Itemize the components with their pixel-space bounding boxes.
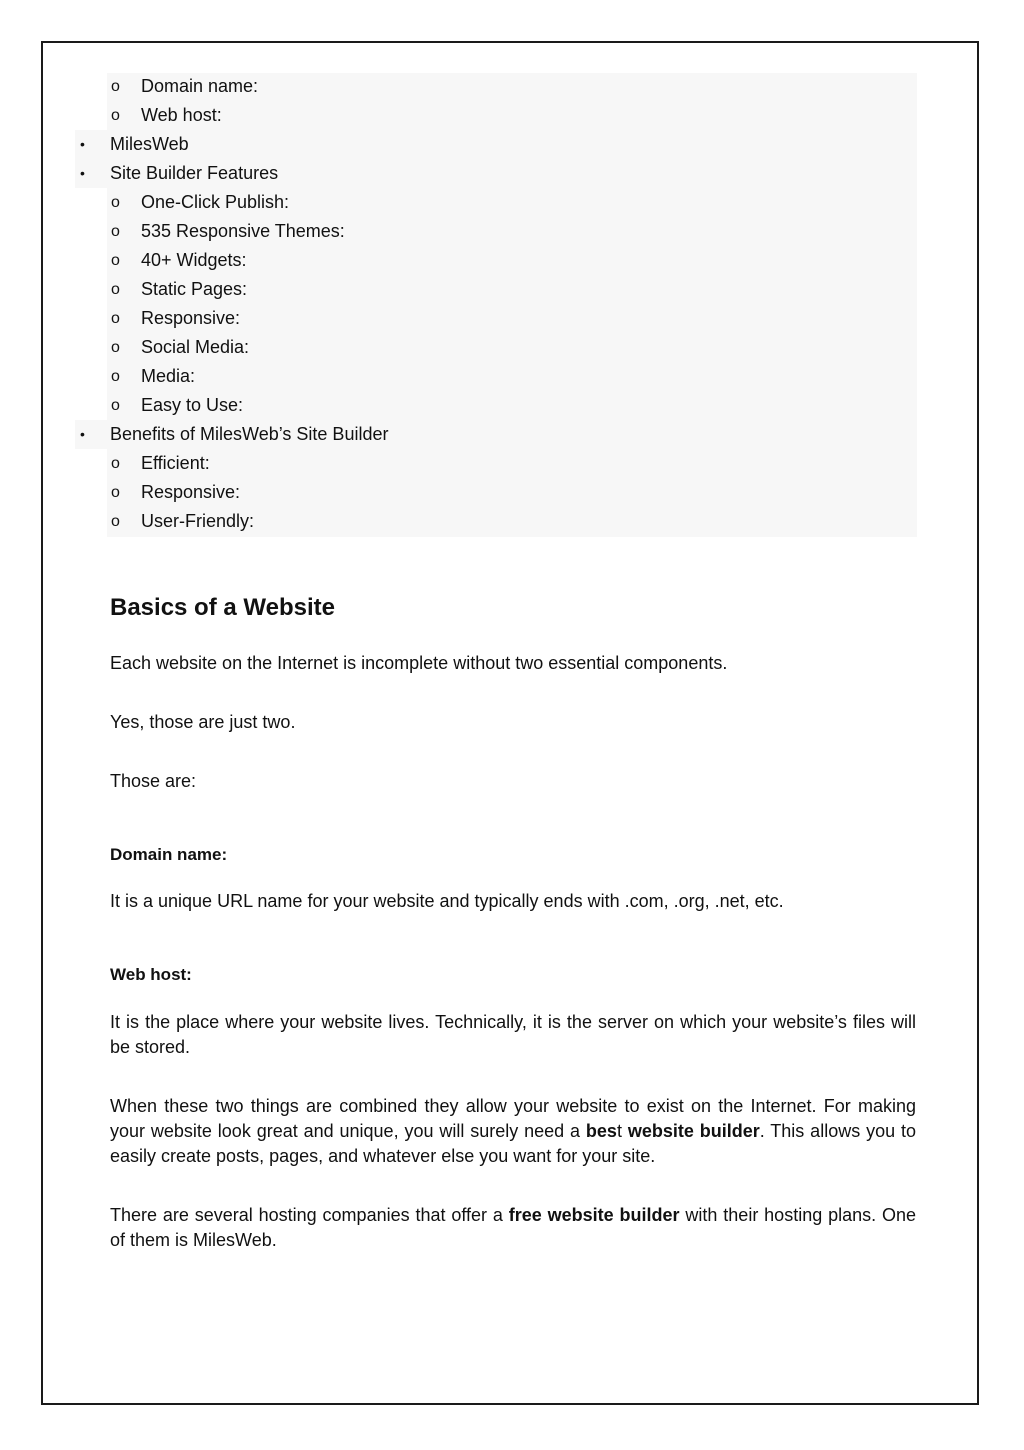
hosting-paragraph bbox=[110, 1203, 916, 1253]
free-website-builder-bold-text: free website builder bbox=[508, 1205, 680, 1225]
toc-item-responsive-benefit[interactable] bbox=[107, 478, 240, 507]
toc-bullet-circle: o bbox=[111, 281, 120, 298]
intro-paragraph-3: Those are: bbox=[110, 771, 197, 791]
hosting-text-end: with their hosting plans. One of them is MilesWeb. bbox=[110, 1205, 916, 1250]
intro-paragraph-1: Each website on the Internet is incomplete without two essential components. bbox=[110, 653, 728, 673]
toc-bullet-circle: o bbox=[111, 223, 120, 240]
toc-item-widgets[interactable] bbox=[107, 246, 247, 275]
toc-bullet-circle: o bbox=[111, 397, 120, 414]
toc-item-label: Static Pages: bbox=[141, 279, 248, 299]
toc-bullet-circle: o bbox=[111, 252, 120, 269]
toc-bullet-disc: • bbox=[80, 426, 85, 442]
toc-bullet-circle: o bbox=[111, 513, 120, 530]
toc-item-responsive[interactable] bbox=[107, 304, 240, 333]
toc-item-label: User-Friendly: bbox=[141, 511, 255, 531]
toc-bullet-circle: o bbox=[111, 78, 120, 95]
toc-item-label: Responsive: bbox=[141, 308, 241, 328]
combined-paragraph bbox=[110, 1094, 916, 1169]
toc-bullet-circle: o bbox=[111, 368, 120, 385]
intro-paragraph-2: Yes, those are just two. bbox=[110, 712, 296, 732]
best-plain-text: t bbox=[616, 1121, 628, 1141]
toc-item-web-host[interactable] bbox=[107, 101, 222, 130]
best-bold-text: bes bbox=[585, 1121, 617, 1141]
hosting-text-start: There are several hosting companies that offer a bbox=[110, 1205, 509, 1225]
toc-item-one-click-publish[interactable] bbox=[107, 188, 289, 217]
toc-item-label: Site Builder Features bbox=[110, 163, 279, 183]
toc-bullet-circle: o bbox=[111, 339, 120, 356]
toc-item-label: Domain name: bbox=[141, 76, 259, 96]
toc-item-label: Media: bbox=[141, 366, 196, 386]
webhost-heading: Web host: bbox=[110, 965, 192, 984]
toc-item-label: Responsive: bbox=[141, 482, 241, 502]
toc-bullet-circle: o bbox=[111, 484, 120, 501]
domain-paragraph: It is a unique URL name for your website and typically ends with .com, .org, .net, etc. bbox=[110, 891, 784, 911]
combined-text-end: . This allows you to easily create posts, pages, and whatever else you want for your site. bbox=[110, 1121, 916, 1166]
toc-item-label: Web host: bbox=[141, 105, 222, 125]
toc-bullet-circle: o bbox=[111, 194, 120, 211]
toc-item-user-friendly[interactable] bbox=[107, 507, 254, 536]
section-title: Basics of a Website bbox=[110, 594, 335, 621]
toc-item-label: Social Media: bbox=[141, 337, 250, 357]
toc-item-responsive-themes[interactable] bbox=[107, 217, 345, 246]
toc-item-label: Efficient: bbox=[141, 453, 210, 473]
webhost-paragraph: It is the place where your website lives. Technically, it is the server on which your website’s files will be stored. bbox=[110, 1012, 916, 1057]
toc-bullet-circle: o bbox=[111, 107, 120, 124]
toc-item-label: Benefits of MilesWeb’s Site Builder bbox=[110, 424, 389, 444]
toc-bullet-disc: • bbox=[80, 136, 85, 152]
toc-item-media[interactable] bbox=[107, 362, 195, 391]
toc-item-label: 535 Responsive Themes: bbox=[141, 221, 345, 241]
toc-item-label: Easy to Use: bbox=[141, 395, 244, 415]
toc-item-label: MilesWeb bbox=[110, 134, 189, 154]
toc-item-label: One-Click Publish: bbox=[141, 192, 290, 212]
toc-item-easy-to-use[interactable] bbox=[107, 391, 243, 420]
toc-item-social-media[interactable] bbox=[107, 333, 249, 362]
combined-text-start: When these two things are combined they allow your website to exist on the Internet. For making your website look great and unique, you will surely need a bbox=[110, 1096, 916, 1141]
toc-item-static-pages[interactable] bbox=[107, 275, 247, 304]
toc-bullet-disc: • bbox=[80, 165, 85, 181]
website-builder-bold-text: website builder bbox=[627, 1121, 760, 1141]
domain-heading: Domain name: bbox=[110, 845, 228, 864]
toc-item-benefits[interactable] bbox=[75, 420, 400, 449]
toc-item-efficient[interactable] bbox=[107, 449, 210, 478]
toc-item-milesweb[interactable] bbox=[75, 130, 201, 159]
toc-item-site-builder-features[interactable] bbox=[75, 159, 290, 188]
toc-bullet-circle: o bbox=[111, 310, 120, 327]
toc-item-label: 40+ Widgets: bbox=[141, 250, 247, 270]
toc-item-domain-name[interactable] bbox=[107, 72, 258, 101]
toc-bullet-circle: o bbox=[111, 455, 120, 472]
